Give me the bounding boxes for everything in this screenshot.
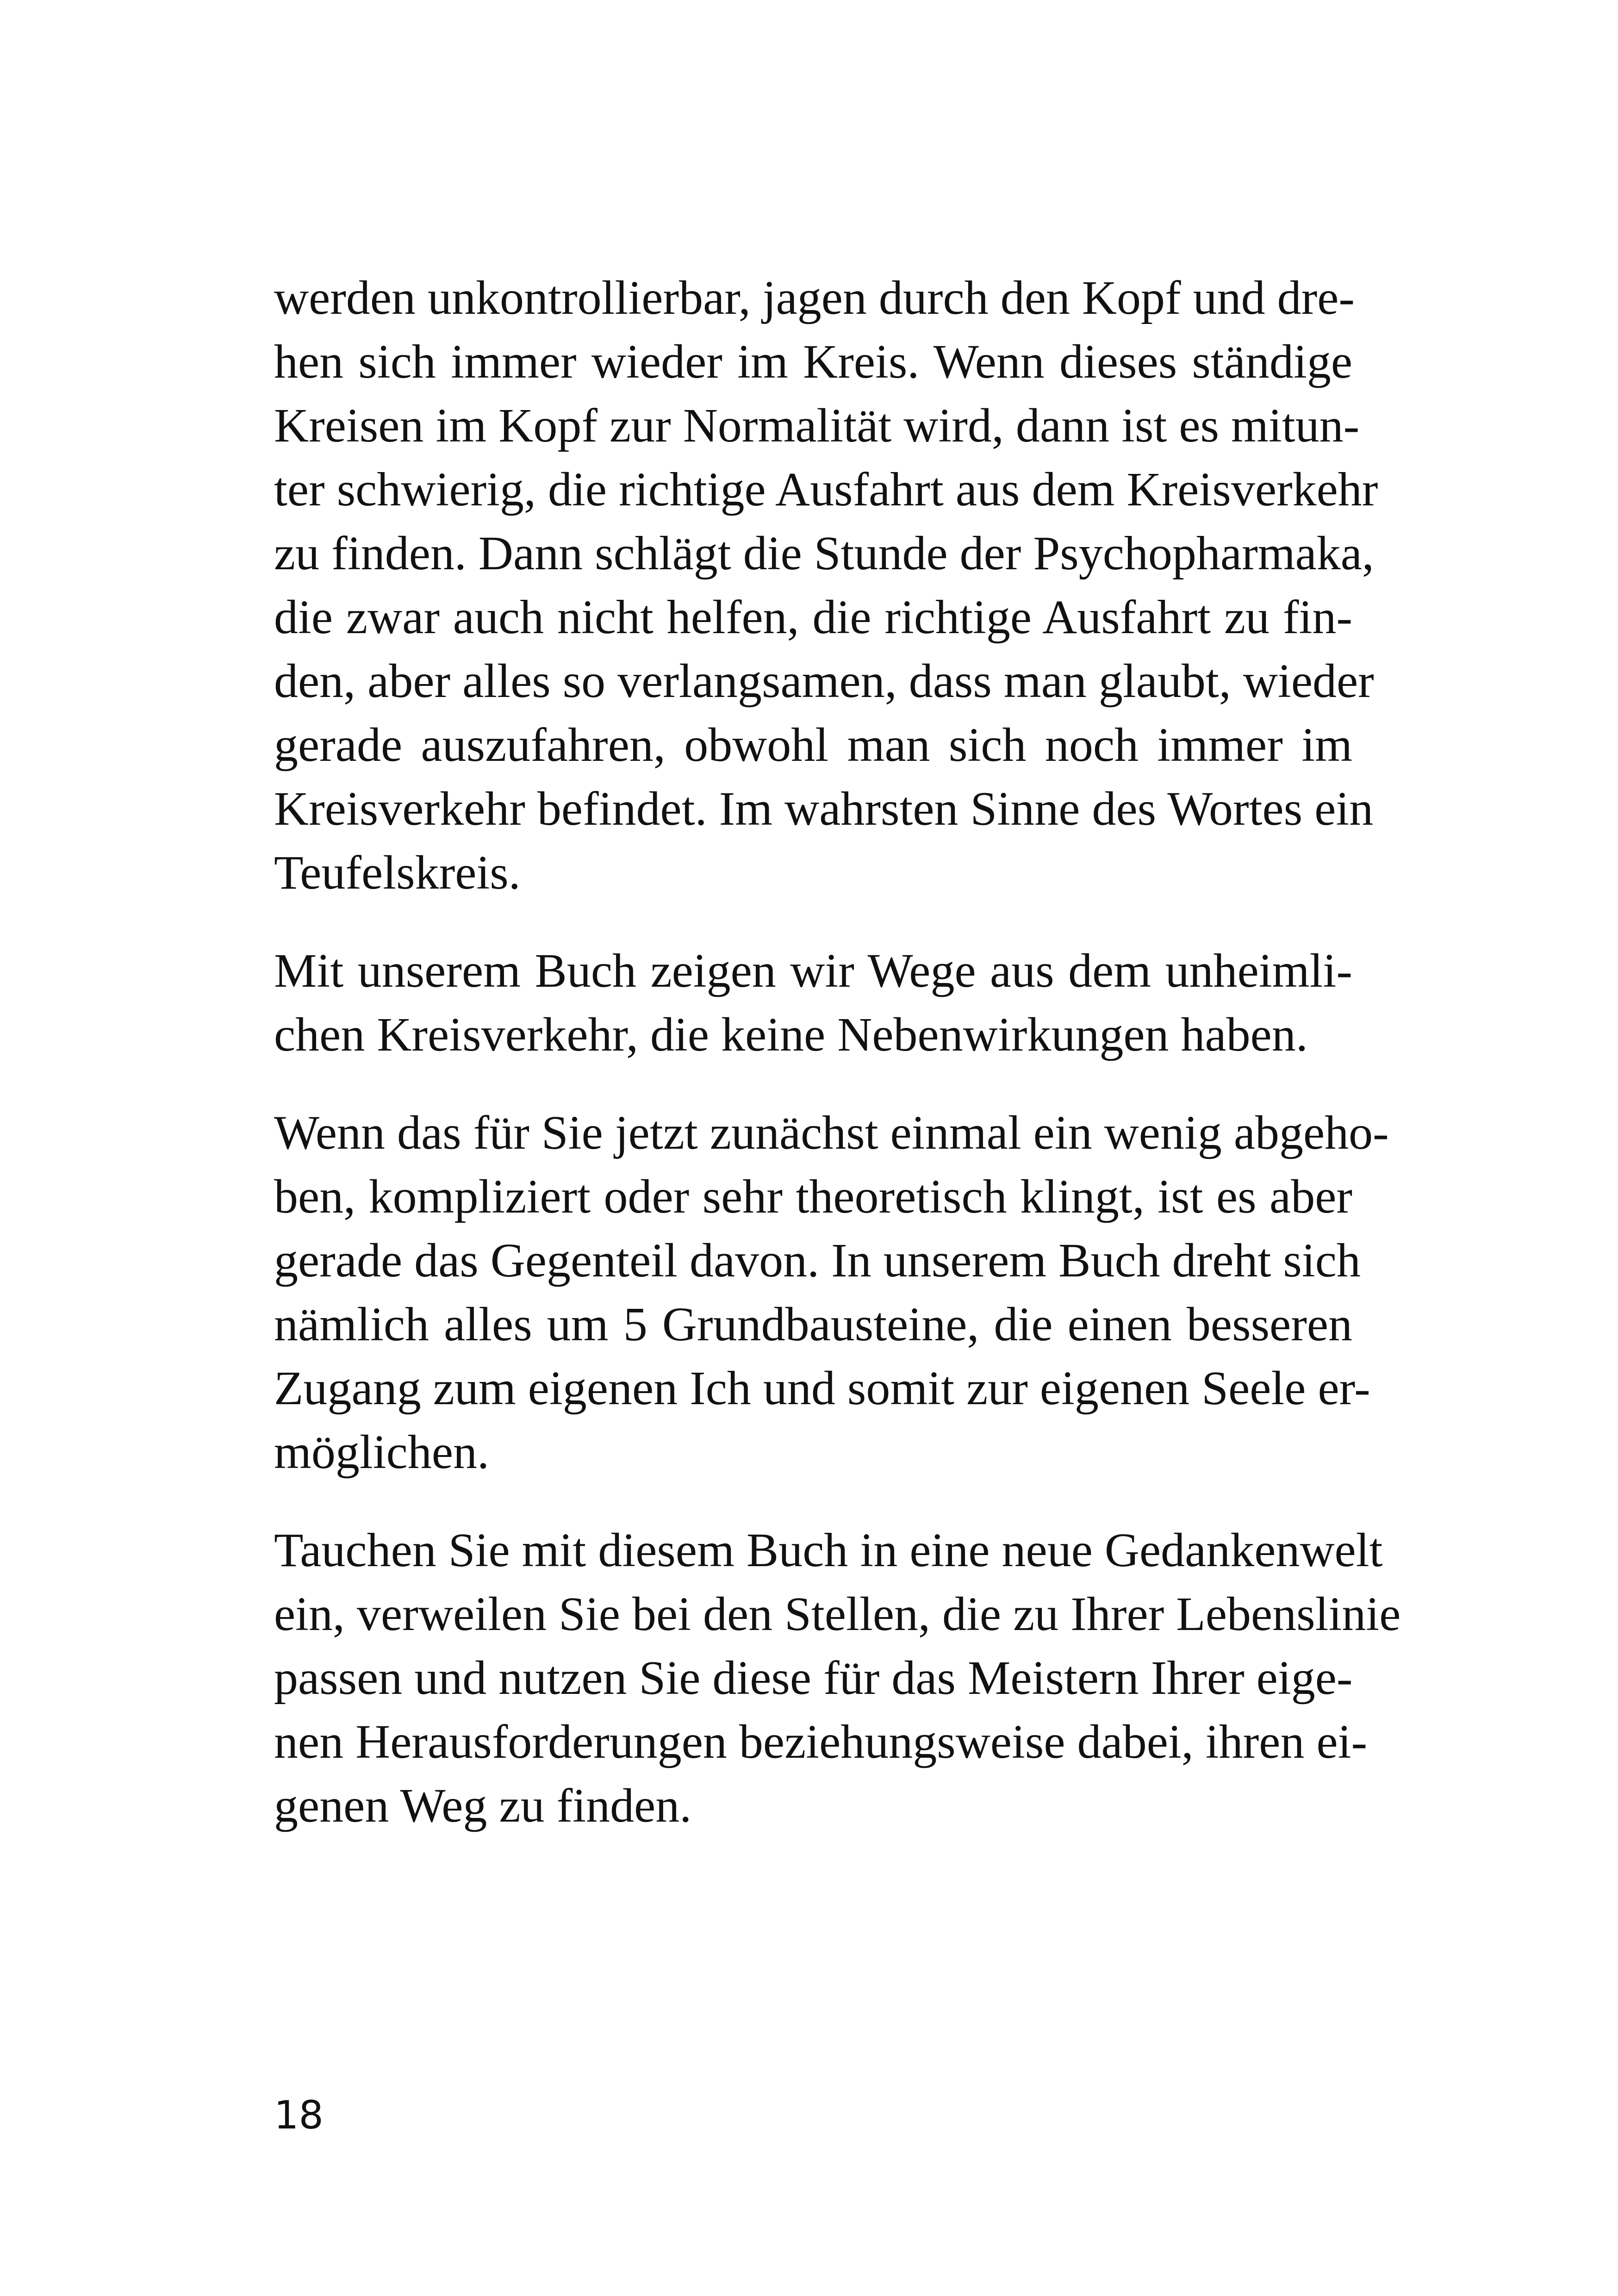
text-line: chen Kreisverkehr, die keine Nebenwirkungen haben. [274, 1008, 1308, 1061]
paragraph-4 [274, 1518, 1401, 1838]
text-line: Teufelskreis. [274, 846, 521, 899]
text-line: gerade das Gegenteil davon. In unserem Buch dreht sich [274, 1234, 1361, 1287]
page-number: 18 [274, 2092, 324, 2138]
text-line: gerade auszufahren, obwohl man sich noch immer im [274, 718, 1352, 772]
text-line: zu finden. Dann schlägt die Stunde der Psychopharmaka, [274, 527, 1374, 580]
text-line: Wenn das für Sie jetzt zunächst einmal ein wenig abgeho- [274, 1106, 1389, 1159]
text-line: ein, verweilen Sie bei den Stellen, die zu Ihrer Lebenslinie [274, 1587, 1401, 1641]
text-line: genen Weg zu finden. [274, 1779, 692, 1832]
text-line: die zwar auch nicht helfen, die richtige Ausfahrt zu fin- [274, 591, 1352, 644]
text-line: nen Herausforderungen beziehungsweise dabei, ihren ei- [274, 1715, 1368, 1768]
paragraph-3 [274, 1101, 1389, 1484]
body-text [274, 266, 1401, 1872]
text-line: ben, kompliziert oder sehr theoretisch klingt, ist es aber [274, 1170, 1352, 1223]
text-line: möglichen. [274, 1425, 490, 1479]
paragraph-2 [274, 939, 1352, 1067]
paragraph-1 [274, 266, 1378, 905]
text-line: Tauchen Sie mit diesem Buch in eine neue Gedankenwelt [274, 1524, 1383, 1577]
text-line: passen und nutzen Sie diese für das Meistern Ihrer eige- [274, 1651, 1353, 1705]
text-line: Kreisverkehr befindet. Im wahrsten Sinne des Wortes ein [274, 782, 1374, 835]
text-line: Zugang zum eigenen Ich und somit zur eigenen Seele er- [274, 1362, 1370, 1415]
text-line: hen sich immer wieder im Kreis. Wenn dieses ständige [274, 335, 1352, 388]
text-line: ter schwierig, die richtige Ausfahrt aus dem Kreisverkehr [274, 463, 1378, 516]
text-line: werden unkontrollierbar, jagen durch den Kopf und dre- [274, 271, 1355, 324]
text-line: den, aber alles so verlangsamen, dass man glaubt, wieder [274, 654, 1374, 708]
text-line: Mit unserem Buch zeigen wir Wege aus dem unheimli- [274, 944, 1352, 997]
text-line: Kreisen im Kopf zur Normalität wird, dann ist es mitun- [274, 399, 1360, 452]
text-line: nämlich alles um 5 Grundbausteine, die einen besseren [274, 1298, 1352, 1351]
